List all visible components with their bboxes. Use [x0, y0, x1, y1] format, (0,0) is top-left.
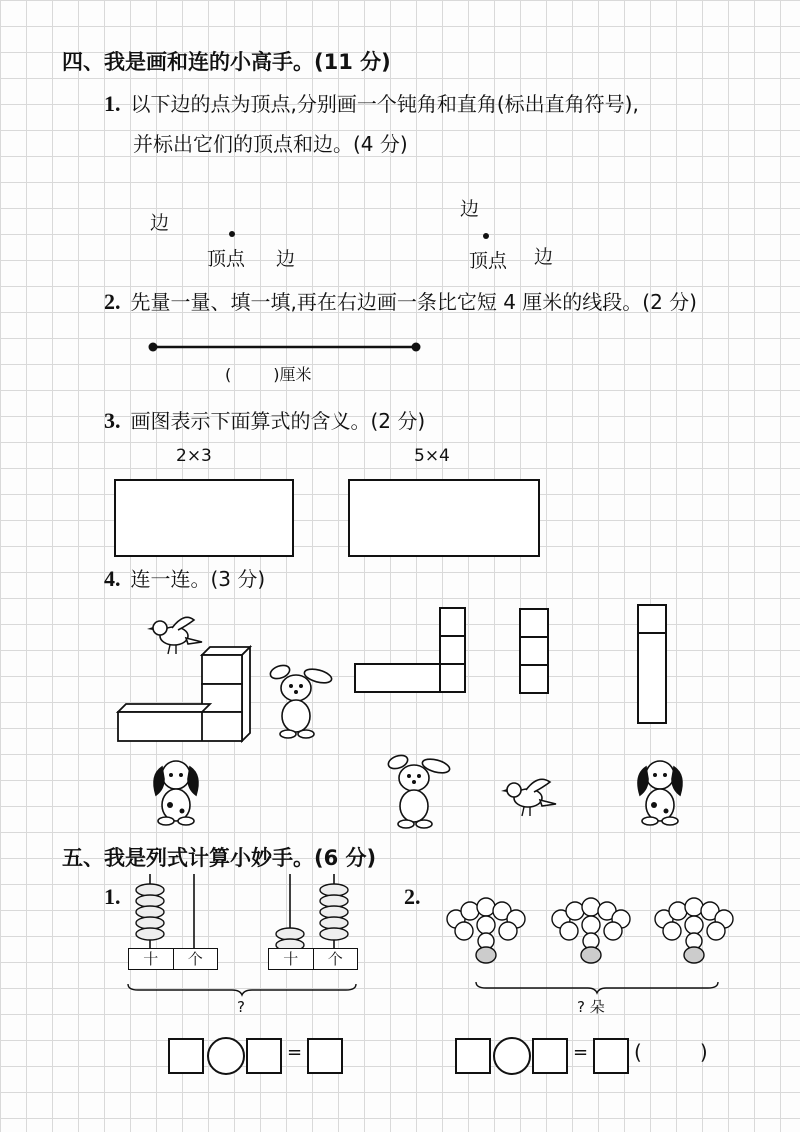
ones-label: 个: [187, 950, 203, 968]
expr-2x3: 2×3: [176, 446, 212, 466]
brace-left: [126, 982, 358, 996]
q1-line1: [104, 88, 639, 117]
abacus-1-place-row: [128, 948, 218, 970]
drawing-box-5x4[interactable]: [348, 479, 540, 557]
q1-number: 1.: [104, 91, 121, 116]
q1-question-mark: ?: [237, 998, 245, 1016]
q4-number: 4.: [104, 566, 121, 591]
answer-box-3[interactable]: [307, 1038, 343, 1074]
blank-open-paren: (: [225, 365, 232, 384]
operator-circle-1[interactable]: [207, 1037, 245, 1075]
tall-rectangle-shape[interactable]: [637, 604, 667, 724]
flower-pot-icon-2: [545, 895, 635, 965]
ones-label-2: 个: [327, 950, 343, 968]
tens-label: 十: [129, 949, 174, 969]
unit-open-paren: (: [634, 1040, 642, 1064]
answer-box-5[interactable]: [532, 1038, 568, 1074]
right-angle-vertex-label: 顶点: [469, 250, 508, 272]
q2-line: [104, 286, 697, 315]
measure-answer-blank[interactable]: [225, 362, 312, 385]
equals-sign-1: =: [287, 1042, 303, 1063]
q3-line: [104, 405, 425, 434]
right-angle-edge-label-right: 边: [534, 246, 554, 268]
puppy-icon[interactable]: [148, 755, 204, 825]
unit-blank[interactable]: [634, 1040, 708, 1064]
measure-line-segment: [146, 340, 426, 354]
unit-close-paren: ): [699, 1040, 708, 1064]
abacus-2: [268, 870, 358, 950]
answer-box-6[interactable]: [593, 1038, 629, 1074]
q2-text: 先量一量、填一填,再在右边画一条比它短 4 厘米的线段。(2 分): [130, 290, 697, 314]
left-angle-edge-label-top: 边: [150, 212, 170, 234]
right-angle-edge-label-top: 边: [460, 198, 480, 220]
abacus-2-place-row: [268, 948, 358, 970]
rabbit-icon[interactable]: [266, 660, 336, 740]
left-angle-edge-label-right: 边: [276, 248, 296, 270]
section5-title: 五、我是列式计算小妙手。(6 分): [62, 846, 377, 870]
q4-line: [104, 563, 265, 592]
q1-text-line1: 以下边的点为顶点,分别画一个钝角和直角(标出直角符号),: [130, 92, 639, 116]
answer-box-4[interactable]: [455, 1038, 491, 1074]
rabbit-icon-bottom[interactable]: [384, 750, 454, 830]
flower-pot-icon-1: [440, 895, 530, 965]
right-vertex-point: [481, 231, 491, 241]
q2-number: 2.: [104, 289, 121, 314]
tens-label-2: 十: [269, 949, 314, 969]
q3-text: 画图表示下面算式的含义。(2 分): [130, 409, 426, 433]
blank-unit: )厘米: [273, 365, 312, 384]
q3-number: 3.: [104, 408, 121, 433]
answer-box-2[interactable]: [246, 1038, 282, 1074]
flower-pot-icon-3: [648, 895, 738, 965]
brace-right: [474, 980, 720, 994]
left-angle-vertex-label: 顶点: [207, 248, 246, 270]
q1-text-line2: 并标出它们的顶点和边。(4 分): [133, 132, 408, 156]
puppy-icon-right[interactable]: [632, 755, 688, 825]
equals-sign-2: =: [573, 1042, 589, 1063]
s5-q2-number: 2.: [404, 884, 421, 909]
vertical-three-squares[interactable]: [519, 608, 549, 694]
operator-circle-2[interactable]: [493, 1037, 531, 1075]
bird-icon-bottom[interactable]: [500, 772, 560, 822]
q4-text: 连一连。(3 分): [130, 567, 266, 591]
answer-box-1[interactable]: [168, 1038, 204, 1074]
l-shaped-flat-blocks[interactable]: [354, 607, 466, 693]
expr-5x4: 5×4: [414, 446, 450, 466]
s5-q1-number: 1.: [104, 884, 121, 909]
abacus-1: [128, 870, 218, 950]
drawing-box-2x3[interactable]: [114, 479, 294, 557]
l-shaped-3d-cubes[interactable]: [116, 645, 256, 745]
left-vertex-point: [227, 229, 237, 239]
q2-question-flowers: ? 朵: [577, 998, 605, 1016]
section4-title: 四、我是画和连的小高手。(11 分): [62, 50, 391, 74]
